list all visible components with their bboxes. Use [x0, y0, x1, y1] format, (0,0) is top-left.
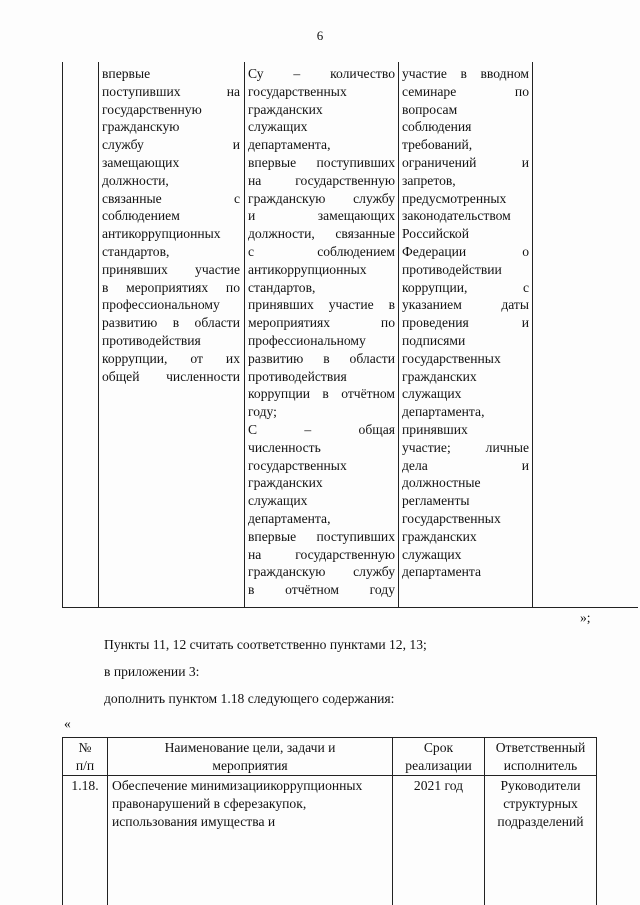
row-num: 1.18. — [71, 778, 99, 793]
table-border — [244, 62, 245, 608]
top-table — [62, 62, 638, 608]
text-line: регламенты — [402, 493, 470, 509]
text-line: с соблюдением — [248, 243, 395, 259]
text-line: коррупции, от их — [102, 350, 240, 366]
indicator-name-cell — [102, 65, 240, 385]
text-line: принявших — [402, 421, 468, 437]
text-line: гражданских — [248, 475, 323, 491]
text-line: гражданскую службу — [248, 564, 395, 580]
text-line: гражданскую службу — [248, 190, 395, 206]
table-border — [62, 737, 597, 738]
text-line: в мероприятиях по — [102, 279, 240, 295]
text-line: С – общая — [248, 421, 395, 437]
text-line: проведения и — [402, 315, 529, 331]
text-line: впервые поступивших — [248, 528, 395, 544]
text-line: общей численности — [102, 368, 240, 384]
text-line: ограничений и — [402, 154, 529, 170]
text-line: на государственную — [248, 546, 395, 562]
page-number: 6 — [316, 28, 324, 43]
text-line: службу и — [102, 137, 240, 153]
text-line: Российской — [402, 226, 469, 242]
text-line: предусмотренных — [402, 190, 507, 206]
text-line: развитию в области — [102, 315, 240, 331]
source-documents-cell — [402, 65, 529, 581]
row-term: 2021 год — [413, 778, 464, 793]
table-border — [62, 607, 638, 608]
text-line: антикоррупционных — [248, 261, 367, 277]
header-name — [108, 739, 392, 775]
header-text: п/п — [75, 757, 95, 773]
row-name — [112, 777, 388, 830]
text-line: служащих — [248, 119, 308, 135]
text-line: Обеспечение минимизации — [112, 778, 271, 793]
text-line: на государственную — [248, 172, 395, 188]
text-line: государственных — [402, 510, 501, 526]
text-line: подразделений — [497, 813, 584, 829]
text-line: департамента, — [248, 137, 331, 153]
text-line: указанием даты — [402, 297, 529, 313]
row-responsible — [485, 777, 596, 830]
text-line: служащих — [248, 493, 308, 509]
header-text: реализации — [405, 757, 472, 773]
text-line: государственных — [248, 457, 347, 473]
text-line: должности, — [102, 172, 169, 188]
header-text: Наименование цели, задачи и — [164, 740, 336, 755]
text-line: Федерации о — [402, 243, 529, 259]
text-line: законодательством — [402, 208, 511, 224]
text-line: гражданскую — [102, 119, 180, 135]
text-line: гражданских — [248, 101, 323, 117]
header-num — [63, 739, 107, 775]
text-line: гражданских — [402, 368, 477, 384]
text-line: коррупции, с — [402, 279, 529, 295]
header-text: Срок — [423, 740, 454, 755]
paragraph: дополнить пунктом 1.18 следующего содержания: — [104, 691, 395, 706]
bottom-table — [62, 737, 597, 905]
text-line: численность — [248, 439, 321, 455]
text-line: профессиональному — [248, 332, 366, 348]
header-text: Ответственный — [495, 740, 586, 755]
text-line: году; — [248, 404, 277, 420]
closing-quote: »; — [580, 610, 591, 625]
text-line: гражданских — [402, 528, 477, 544]
text-line: замещающих — [102, 154, 180, 170]
paragraph: в приложении 3: — [104, 664, 200, 679]
text-line: стандартов, — [248, 279, 316, 295]
text-line: запретов, — [402, 172, 456, 188]
text-line: служащих — [402, 386, 462, 402]
header-text: исполнитель — [503, 757, 578, 773]
text-line: впервые — [102, 66, 151, 81]
text-line: принявших участие — [102, 261, 240, 277]
text-line: поступивших на — [102, 83, 240, 99]
text-line: мероприятиях по — [248, 315, 395, 331]
text-line: закупок, использования имущества и — [112, 795, 307, 829]
text-line: противодействия — [248, 368, 347, 384]
table-border — [398, 62, 399, 608]
text-line: департамента, — [248, 510, 331, 526]
text-line: Су – количество — [248, 66, 395, 81]
formula-description-cell — [248, 65, 395, 599]
text-line: государственных — [402, 350, 501, 366]
text-line: впервые поступивших — [248, 154, 395, 170]
text-line: связанные с — [102, 190, 240, 206]
text-line: семинаре по — [402, 83, 529, 99]
text-line: антикоррупционных — [102, 226, 221, 242]
header-term — [393, 739, 484, 775]
paragraph: Пункты 11, 12 считать соответственно пунктами 12, 13; — [104, 637, 427, 652]
text-line: коррупционных правонарушений в сфере — [112, 778, 363, 811]
text-line: профессиональному — [102, 297, 220, 313]
text-line: в отчётном году — [248, 582, 395, 598]
text-line: стандартов, — [102, 243, 170, 259]
header-responsible — [485, 739, 596, 775]
text-line: требований, — [402, 137, 473, 153]
text-line: департамента — [402, 564, 482, 580]
header-text: № — [78, 740, 92, 755]
text-line: соблюдения — [402, 119, 472, 135]
opening-quote: « — [64, 716, 71, 731]
text-line: противодействии — [402, 261, 502, 277]
text-line: служащих — [402, 546, 462, 562]
text-line: государственных — [248, 83, 347, 99]
text-line: противодействия — [102, 332, 201, 348]
text-line: Руководители — [500, 778, 581, 793]
table-border — [98, 62, 99, 608]
text-line: дела и — [402, 457, 529, 473]
text-line: должностные — [402, 475, 481, 491]
table-border — [62, 62, 63, 608]
text-line: участие; личные — [402, 439, 529, 455]
table-border — [532, 62, 533, 608]
text-line: участие в вводном — [402, 66, 529, 81]
table-border — [596, 737, 597, 905]
text-line: департамента, — [402, 404, 485, 420]
header-text: мероприятия — [212, 757, 288, 773]
text-line: структурных — [503, 795, 578, 811]
text-line: коррупции в отчётном — [248, 386, 395, 402]
text-line: соблюдением — [102, 208, 180, 224]
text-line: должности, связанные — [248, 226, 395, 242]
text-line: подписями — [402, 332, 466, 348]
table-border — [62, 775, 597, 776]
text-line: развитию в области — [248, 350, 395, 366]
text-line: вопросам — [402, 101, 458, 117]
text-line: принявших участие в — [248, 297, 395, 313]
text-line: и замещающих — [248, 208, 395, 224]
text-line: государственную — [102, 101, 202, 117]
